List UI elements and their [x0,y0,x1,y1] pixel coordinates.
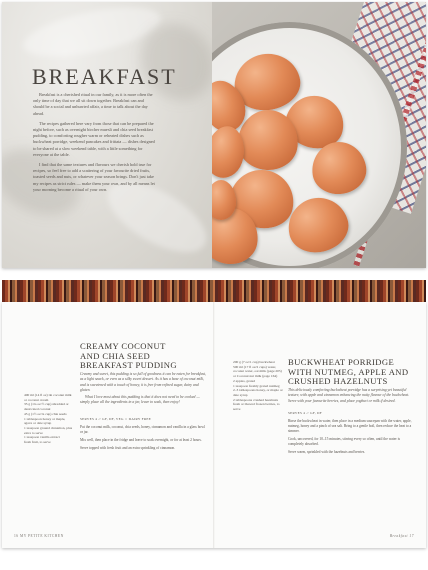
ingredient-item: 2 tablespoons crushed hazelnuts [233,397,279,402]
recipe-title-line: AND CHIA SEED [80,350,151,361]
ingredient-item: 2–3 tablespoons honey, or maple or date syrup [233,388,283,397]
recipe-method [288,419,416,457]
folio-left: 16 MY PETITE KITCHEN [14,534,64,538]
ingredient-item: 35 g (1¼ oz/½ cup) shredded or desiccated coconut [24,402,69,412]
recipe-title-line: CRUSHED HAZELNUTS [288,376,388,387]
method-step: Serve warm, sprinkled with the hazelnuts and berries. [288,449,366,454]
recipe-intro-paragraph: This deliciously comforting buckwheat porridge has a surprising yet beautiful texture, with apple and cinnamon enhancing the nutty flavour of the buckwheat. Serve with your favourite berries, and place yoghurt or milk if desired. [288,388,410,403]
linen-cloth-page [2,2,212,268]
top-spread [2,2,426,268]
recipe-intro [288,388,416,404]
chapter-title: BREAKFAST [32,64,177,89]
ingredient-item: fresh or thawed frozen berries, to serve [233,402,280,412]
ingredient-item: 2 apples, grated [233,378,256,383]
ingredient-item: fresh fruit, to serve [24,440,51,445]
recipe-method [80,425,208,454]
eggs-photo [212,2,426,268]
recipe-intro [80,372,208,406]
ingredient-item: 1 teaspoon ground cinnamon, plus extra to serve [24,425,73,435]
recipe-serves: SERVES 4 // GF, DF [288,411,322,415]
page-gutter [213,302,215,548]
ingredient-item: 200 g (7 oz/1 cup) buckwheat [233,360,275,364]
ingredient-item: 400 ml (14 fl oz) tin coconut milk or coconut cream [24,393,72,402]
method-step: Rinse the buckwheat in water, then place in a medium saucepan with the water, apple, nutmeg, honey and a pinch of sea salt. Bring to a gentle boil, then reduce the heat to a simmer. [288,419,412,433]
ingredients-list [24,393,74,445]
woven-band-decoration [2,280,426,302]
ingredient-item: 500 ml (17 fl oz/2 cups) water, coconut water, oat milk (page 205) or Coconut nut milk (page 164) [233,364,282,379]
recipe-title-line: BUCKWHEAT PORRIDGE [288,357,395,367]
recipe-title-line: WITH NUTMEG, APPLE AND [288,366,409,377]
intro-paragraph: Breakfast is a cherished ritual in our family, as it is more often the only time of day that we all sit down together. Breakfast can and should be a social and unhurried affair, a time to talk about the day ahead. [33,92,153,116]
recipe-intro-paragraph: Creamy and sweet, this pudding is so full of goodness it can be eaten for breakfast, as a light snack, or even as a silky sweet dessert. As it has a base of coconut milk, and is sweetened with a touch of honey, it is free from refined sugar, dairy and gluten. [80,372,206,392]
method-step: Cook, uncovered, for 10–15 minutes, stirring every so often, until the water is completely absorbed. [288,436,400,446]
method-step: Serve topped with fresh fruit and an extra sprinkling of cinnamon. [80,445,176,450]
recipe-title-line: CREAMY COCONUT [80,341,166,351]
recipe-title [288,358,418,387]
intro-paragraph: The recipes gathered here vary from those that can be prepared the night before, such as overnight bircher muesli and chia seed breakfast pudding, to comforting rougher warm or reheated dishes such as buckwheat porridge, weekend pancakes and frittata — dishes designed to be shared at a slow weekend table, with a little something for everyone at the table. [33,120,155,157]
recipe-title [80,342,210,371]
folio-right: Breakfast 17 [389,534,414,538]
recipe-serves: SERVES 4 // GF, DF, VEG // DAIRY FREE [80,417,152,421]
ingredient-item: 45 g (1½ oz/¼ cup) chia seeds [24,411,67,416]
recipe-title-line: BREAKFAST PUDDING [80,360,177,371]
ingredient-item: 1 teaspoon vanilla extract [24,435,60,440]
recipe-intro-paragraph: What I love most about this pudding is that it does not need to be cooked — simply place all the ingredients in a jar, leave to soak, then enjoy! [80,395,200,405]
ingredient-item: 1 teaspoon freshly grated nutmeg [233,383,280,388]
chapter-intro [33,92,155,197]
method-step: Put the coconut milk, coconut, chia seeds, honey, cinnamon and vanilla in a glass bowl or jar. [80,425,205,434]
method-step: Mix well, then place in the fridge and leave to soak overnight, or for at least 2 hours. [80,437,202,442]
ingredients-list [233,360,283,412]
bottom-spread [2,302,426,548]
ingredient-item: 1 tablespoon honey or maple, agave or date syrup [24,416,66,426]
intro-paragraph: I find that the same textures and flavours we cherish hold true for recipes, so feel free to add a scattering of your favourite dried fruits, toasted seeds and nuts, or whatever your season brings. Don't just take my recipes as strict rules — make them your own, and by all means let your morning become a ritual of your own. [33,162,155,192]
